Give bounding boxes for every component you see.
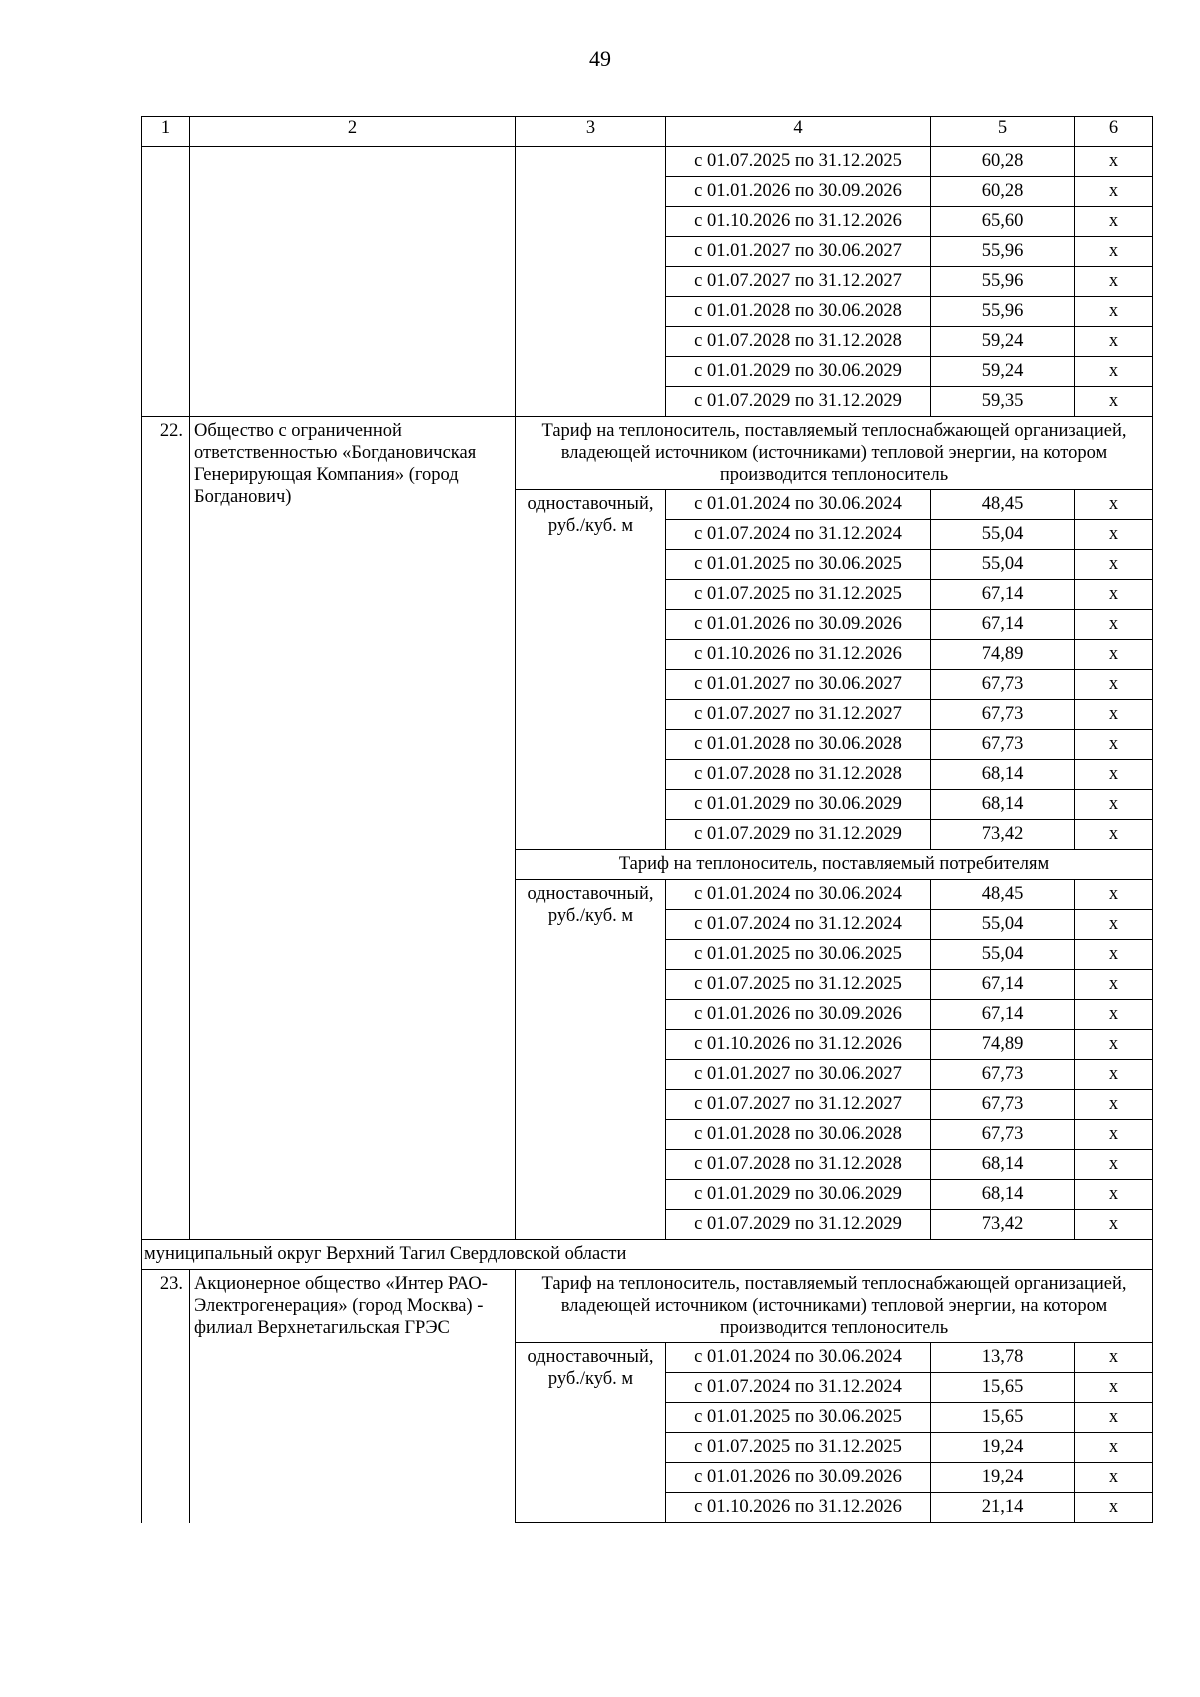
mark-cell: х [1075,670,1153,700]
value-cell: 55,96 [931,237,1075,267]
period-cell: с 01.07.2024 по 31.12.2024 [666,910,931,940]
page-number: 49 [589,46,611,71]
header-row [142,117,1153,147]
entry-number: 22. [142,417,190,1240]
period-cell: с 01.10.2026 по 31.12.2026 [666,640,931,670]
mark-cell: х [1075,1343,1153,1373]
column-header: 2 [190,117,516,147]
empty-cell [190,147,516,417]
mark-cell: х [1075,387,1153,417]
rate-type: одноставочный, руб./куб. м [516,1343,666,1523]
period-cell: с 01.01.2024 по 30.06.2024 [666,1343,931,1373]
mark-cell: х [1075,207,1153,237]
value-cell: 74,89 [931,1030,1075,1060]
mark-cell: х [1075,1030,1153,1060]
period-cell: с 01.01.2027 по 30.06.2027 [666,237,931,267]
value-cell: 60,28 [931,147,1075,177]
section-title: муниципальный округ Верхний Тагил Свердловской области [142,1240,1153,1270]
period-cell: с 01.01.2029 по 30.06.2029 [666,790,931,820]
period-cell: с 01.01.2026 по 30.09.2026 [666,1463,931,1493]
tariff-description-row [142,1270,1153,1343]
period-cell: с 01.07.2025 по 31.12.2025 [666,580,931,610]
mark-cell: х [1075,940,1153,970]
value-cell: 67,73 [931,1090,1075,1120]
mark-cell: х [1075,490,1153,520]
period-cell: с 01.01.2025 по 30.06.2025 [666,940,931,970]
period-cell: с 01.01.2028 по 30.06.2028 [666,297,931,327]
rate-type: одноставочный, руб./куб. м [516,490,666,850]
period-cell: с 01.07.2027 по 31.12.2027 [666,700,931,730]
value-cell: 67,14 [931,580,1075,610]
mark-cell: х [1075,1120,1153,1150]
mark-cell: х [1075,1403,1153,1433]
value-cell: 19,24 [931,1463,1075,1493]
period-cell: с 01.07.2029 по 31.12.2029 [666,1210,931,1240]
period-cell: с 01.01.2025 по 30.06.2025 [666,550,931,580]
value-cell: 55,04 [931,940,1075,970]
table-row [142,147,1153,177]
mark-cell: х [1075,1210,1153,1240]
value-cell: 55,96 [931,297,1075,327]
period-cell: с 01.07.2029 по 31.12.2029 [666,820,931,850]
period-cell: с 01.07.2028 по 31.12.2028 [666,760,931,790]
period-cell: с 01.01.2028 по 30.06.2028 [666,1120,931,1150]
period-cell: с 01.07.2024 по 31.12.2024 [666,520,931,550]
period-cell: с 01.01.2027 по 30.06.2027 [666,670,931,700]
tariff-description: Тариф на теплоноситель, поставляемый потребителям [516,850,1153,880]
value-cell: 65,60 [931,207,1075,237]
value-cell: 55,04 [931,910,1075,940]
mark-cell: х [1075,1463,1153,1493]
mark-cell: х [1075,910,1153,940]
period-cell: с 01.01.2024 по 30.06.2024 [666,490,931,520]
value-cell: 55,04 [931,520,1075,550]
mark-cell: х [1075,550,1153,580]
column-header: 1 [142,117,190,147]
period-cell: с 01.10.2026 по 31.12.2026 [666,1493,931,1523]
value-cell: 55,04 [931,550,1075,580]
period-cell: с 01.10.2026 по 31.12.2026 [666,1030,931,1060]
tariff-description: Тариф на теплоноситель, поставляемый теплоснабжающей организацией, владеющей источником (источниками) тепловой энергии, на котором производится теплоноситель [516,1270,1153,1343]
mark-cell: х [1075,1060,1153,1090]
empty-cell [516,147,666,417]
organization-name: Общество с ограниченной ответственностью «Богдановичская Генерирующая Компания» (город Богданович) [190,417,516,1240]
mark-cell: х [1075,790,1153,820]
period-cell: с 01.01.2024 по 30.06.2024 [666,880,931,910]
period-cell: с 01.01.2028 по 30.06.2028 [666,730,931,760]
value-cell: 60,28 [931,177,1075,207]
value-cell: 59,24 [931,327,1075,357]
tariff-description-row [142,417,1153,490]
mark-cell: х [1075,297,1153,327]
value-cell: 73,42 [931,1210,1075,1240]
section-row [142,1240,1153,1270]
period-cell: с 01.07.2027 по 31.12.2027 [666,1090,931,1120]
column-header: 5 [931,117,1075,147]
mark-cell: х [1075,327,1153,357]
mark-cell: х [1075,760,1153,790]
value-cell: 67,14 [931,610,1075,640]
value-cell: 73,42 [931,820,1075,850]
value-cell: 59,24 [931,357,1075,387]
mark-cell: х [1075,1090,1153,1120]
value-cell: 68,14 [931,1180,1075,1210]
period-cell: с 01.01.2026 по 30.09.2026 [666,1000,931,1030]
value-cell: 68,14 [931,760,1075,790]
value-cell: 68,14 [931,1150,1075,1180]
mark-cell: х [1075,1493,1153,1523]
period-cell: с 01.07.2025 по 31.12.2025 [666,970,931,1000]
period-cell: с 01.07.2028 по 31.12.2028 [666,327,931,357]
period-cell: с 01.07.2025 по 31.12.2025 [666,147,931,177]
value-cell: 48,45 [931,880,1075,910]
empty-cell [142,147,190,417]
rate-type: одноставочный, руб./куб. м [516,880,666,1240]
period-cell: с 01.07.2024 по 31.12.2024 [666,1373,931,1403]
mark-cell: х [1075,267,1153,297]
value-cell: 55,96 [931,267,1075,297]
mark-cell: х [1075,820,1153,850]
period-cell: с 01.01.2026 по 30.09.2026 [666,610,931,640]
mark-cell: х [1075,880,1153,910]
column-header: 3 [516,117,666,147]
period-cell: с 01.01.2026 по 30.09.2026 [666,177,931,207]
mark-cell: х [1075,730,1153,760]
mark-cell: х [1075,520,1153,550]
value-cell: 68,14 [931,790,1075,820]
mark-cell: х [1075,580,1153,610]
value-cell: 15,65 [931,1403,1075,1433]
value-cell: 21,14 [931,1493,1075,1523]
mark-cell: х [1075,1433,1153,1463]
mark-cell: х [1075,177,1153,207]
value-cell: 67,73 [931,1120,1075,1150]
mark-cell: х [1075,640,1153,670]
tariff-description: Тариф на теплоноситель, поставляемый теплоснабжающей организацией, владеющей источником (источниками) тепловой энергии, на котором производится теплоноситель [516,417,1153,490]
value-cell: 48,45 [931,490,1075,520]
value-cell: 13,78 [931,1343,1075,1373]
mark-cell: х [1075,700,1153,730]
period-cell: с 01.07.2028 по 31.12.2028 [666,1150,931,1180]
tariff-table [141,116,1153,1523]
mark-cell: х [1075,357,1153,387]
value-cell: 74,89 [931,640,1075,670]
period-cell: с 01.07.2029 по 31.12.2029 [666,387,931,417]
mark-cell: х [1075,970,1153,1000]
mark-cell: х [1075,1180,1153,1210]
value-cell: 67,73 [931,1060,1075,1090]
value-cell: 67,14 [931,1000,1075,1030]
value-cell: 19,24 [931,1433,1075,1463]
mark-cell: х [1075,1373,1153,1403]
value-cell: 67,73 [931,730,1075,760]
mark-cell: х [1075,147,1153,177]
period-cell: с 01.01.2027 по 30.06.2027 [666,1060,931,1090]
period-cell: с 01.07.2027 по 31.12.2027 [666,267,931,297]
value-cell: 59,35 [931,387,1075,417]
value-cell: 67,73 [931,700,1075,730]
period-cell: с 01.07.2025 по 31.12.2025 [666,1433,931,1463]
mark-cell: х [1075,1150,1153,1180]
entry-number: 23. [142,1270,190,1523]
mark-cell: х [1075,610,1153,640]
value-cell: 15,65 [931,1373,1075,1403]
mark-cell: х [1075,1000,1153,1030]
organization-name: Акционерное общество «Интер РАО-Электрогенерация» (город Москва) - филиал Верхнетагильская ГРЭС [190,1270,516,1523]
period-cell: с 01.10.2026 по 31.12.2026 [666,207,931,237]
column-header: 4 [666,117,931,147]
period-cell: с 01.01.2029 по 30.06.2029 [666,1180,931,1210]
value-cell: 67,73 [931,670,1075,700]
value-cell: 67,14 [931,970,1075,1000]
mark-cell: х [1075,237,1153,267]
period-cell: с 01.01.2025 по 30.06.2025 [666,1403,931,1433]
period-cell: с 01.01.2029 по 30.06.2029 [666,357,931,387]
column-header: 6 [1075,117,1153,147]
